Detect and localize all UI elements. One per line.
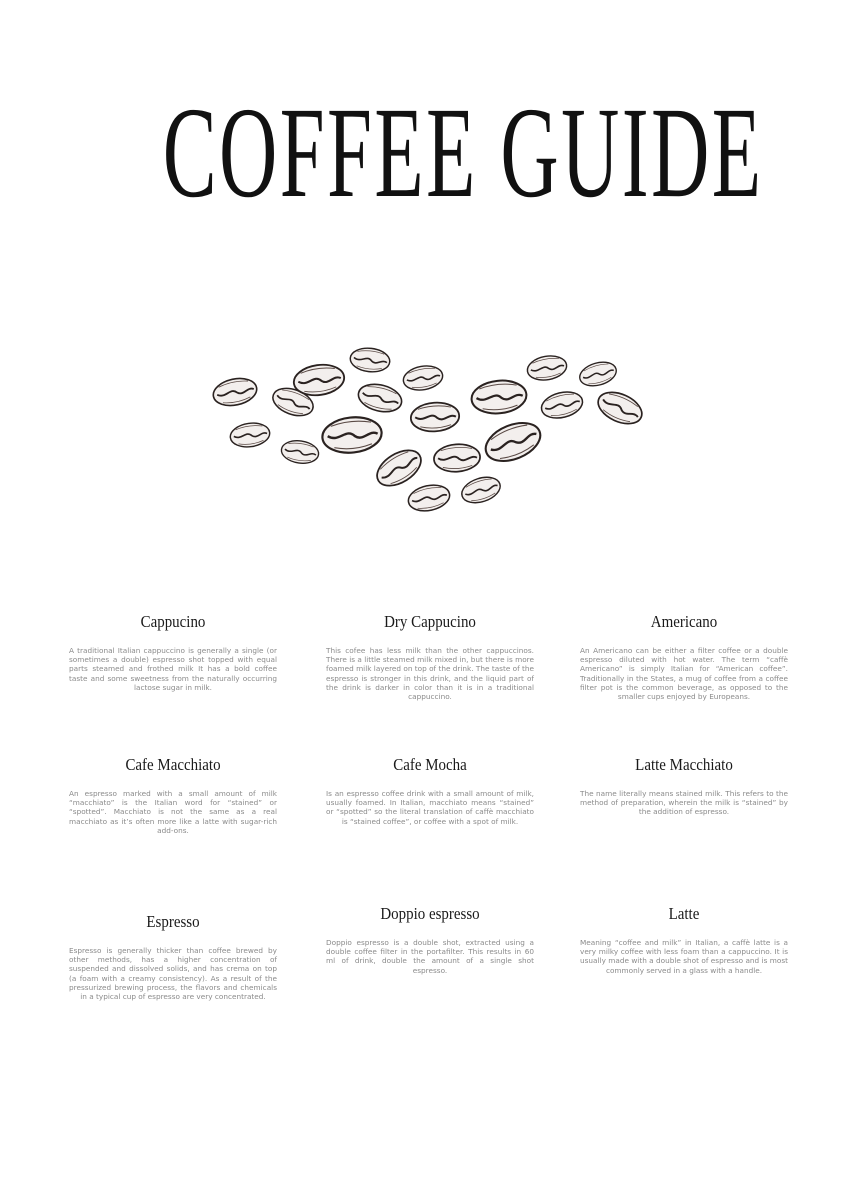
drink-description: Meaning “coffee and milk” in Italian, a caffè latte is a very milky coffee with less foam than a cappuccino. It is usually made with a double shot of espresso and is most commonly served in a glass with a handle.	[580, 938, 788, 975]
drink-description: A traditional Italian cappuccino is generally a single (or sometimes a double) espresso shot topped with equal parts steamed and frothed milk It has a bold coffee taste and some sweetness from the naturally occurring lactose sugar in milk.	[69, 646, 277, 692]
drink-card-latte-macchiato	[580, 755, 788, 817]
coffee-beans-icon	[195, 340, 655, 525]
drink-title: Americano	[650, 612, 718, 631]
page-title: COFFEE GUIDE	[162, 81, 764, 225]
drink-title: Cafe Macchiato	[125, 755, 221, 774]
drink-description: Doppio espresso is a double shot, extracted using a double coffee filter in the portafilter. This results in 60 ml of drink, double the amount of a single shot espresso.	[326, 938, 534, 975]
drink-title: Cappucino	[140, 612, 206, 631]
drink-title: Latte Macchiato	[635, 755, 733, 774]
drink-card-dry-cappucino	[326, 612, 534, 701]
drink-title: Latte	[668, 904, 700, 923]
drink-card-americano	[580, 612, 788, 701]
drink-title: Espresso	[146, 912, 200, 931]
drink-title: Doppio espresso	[380, 904, 480, 923]
drink-card-espresso	[69, 912, 277, 1001]
drink-card-doppio-espresso	[326, 904, 534, 975]
drink-description: This cofee has less milk than the other cappuccinos. There is a little steamed milk mixed in, but there is more foamed milk layered on top of the drink. The taste of the espresso is stronger in this drink, and the liquid part of the drink is darker in color than it is in a traditional cappuccino.	[326, 646, 534, 702]
drink-title: Cafe Mocha	[393, 755, 467, 774]
drink-description: An Americano can be either a filter coffee or a double espresso diluted with hot water. The term “caffè Americano” is simply Italian for “American coffee”. Traditionally in the States, a mug of coffee from a coffee filter pot is the common beverage, as opposed to the smaller cups enjoyed by Europeans.	[580, 646, 788, 702]
drink-description: Espresso is generally thicker than coffee brewed by other methods, has a higher concentration of suspended and dissolved solids, and has crema on top (a foam with a creamy consistency). As a result of the pressurized brewing process, the flavors and chemicals in a typical cup of espresso are very concentrated.	[69, 946, 277, 1002]
drink-description: The name literally means stained milk. This refers to the method of preparation, wherein the milk is “stained” by the addition of espresso.	[580, 789, 788, 817]
drink-title: Dry Cappucino	[384, 612, 476, 631]
drink-card-cappucino	[69, 612, 277, 692]
drink-card-cafe-macchiato	[69, 755, 277, 835]
drink-description: Is an espresso coffee drink with a small amount of milk, usually foamed. In Italian, macchiato means “stained” or “spotted” so the literal translation of caffè macchiato is “stained coffee”, or coffee with a spot of milk.	[326, 789, 534, 826]
drink-card-cafe-mocha	[326, 755, 534, 826]
drink-card-latte	[580, 904, 788, 975]
drink-description: An espresso marked with a small amount of milk “macchiato” is the Italian word for “stained” or “spotted”. Macchiato is not the same as a real macchiato as it’s often more like a latte with sugar-rich add-ons.	[69, 789, 277, 835]
